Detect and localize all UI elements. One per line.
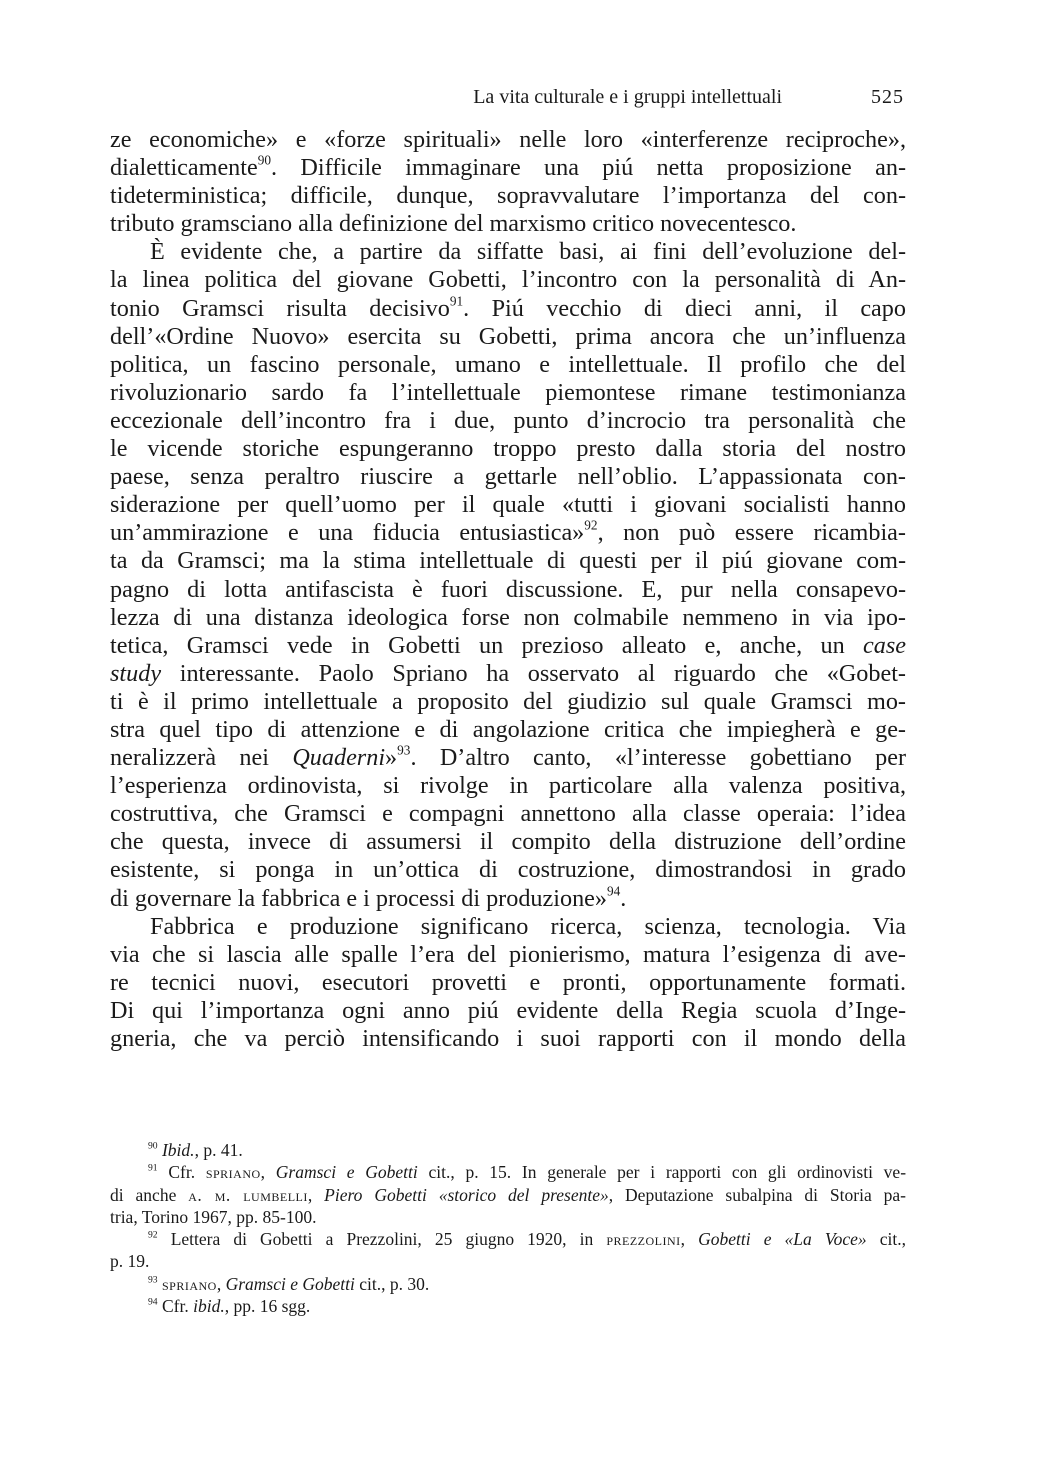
footnote-ref: 90 xyxy=(257,152,272,168)
footnote-ref: 94 xyxy=(607,882,621,898)
author-name: spriano xyxy=(205,1162,261,1183)
italic-text: Gobetti e «La Voce» xyxy=(698,1229,867,1250)
running-title: La vita culturale e i gruppi intellettuali xyxy=(473,86,782,108)
footnote-ref: 91 xyxy=(449,292,464,308)
text-line: via che si lascia alle spalle l’era del pionierismo, matura l’esigenza di ave- xyxy=(110,940,906,968)
footnote-number: 93 xyxy=(148,1274,158,1286)
page-number: 525 xyxy=(871,86,904,108)
footnote-line: $^{94}$ Cfr. ibid., pp. 16 sgg. xyxy=(148,1296,311,1317)
text-line: neralizzerà nei Quaderni»$^{93}$. D’altro canto, «l’interesse gobettiano per xyxy=(110,742,907,772)
text-line: siderazione per quell’uomo per il quale «tutti i giovani socialisti hanno xyxy=(110,491,906,519)
text-line: tributo gramsciano alla definizione del marxismo critico novecentesco. xyxy=(110,210,797,238)
text-line: Fabbrica e produzione significano ricerca, scienza, tecnologia. Via xyxy=(150,912,906,940)
footnote xyxy=(110,1139,906,1161)
footnote xyxy=(110,1161,906,1228)
text-line: le vicende storiche espungeranno troppo presto dalla storia del nostro xyxy=(110,435,906,463)
text-line: dialetticamente$^{90}$. Difficile immaginare una piú netta proposizione an- xyxy=(110,152,906,182)
footnotes xyxy=(110,1139,906,1317)
text-line: ti è il primo intellettuale a proposito del giudizio sul quale Gramsci mo- xyxy=(110,687,906,715)
footnote-line: $^{92}$ Lettera di Gobetti a Prezzolini, 25 giugno 1920, in prezzolini, Gobetti e «La Voce» cit., xyxy=(148,1229,907,1250)
text-line: re tecnici nuovi, esecutori provetti e pronti, opportunamente formati. xyxy=(110,968,906,996)
italic-text: case xyxy=(863,631,906,659)
footnote xyxy=(110,1295,906,1317)
text-line: tetica, Gramsci vede in Gobetti un prezioso alleato e, anche, un case xyxy=(110,631,906,659)
text-line: study interessante. Paolo Spriano ha osservato al riguardo che «Gobet- xyxy=(110,659,906,687)
text-line: tonio Gramsci risulta decisivo$^{91}$. Piú vecchio di dieci anni, il capo xyxy=(110,292,906,322)
text-line: costruttiva, che Gramsci e compagni annettono alla classe operaia: l’idea xyxy=(110,800,906,828)
text-line: pagno di lotta antifascista è fuori discussione. E, pur nella consapevo- xyxy=(110,575,906,603)
text-line: lezza di una distanza ideologica forse non colmabile nemmeno in via ipo- xyxy=(110,603,906,631)
text-line: la linea politica del giovane Gobetti, l’incontro con la personalità di An- xyxy=(110,266,906,294)
footnote-line: $^{91}$ Cfr. spriano, Gramsci e Gobetti cit., p. 15. In generale per i rapporti con gli ordinovisti ve- xyxy=(148,1162,907,1183)
text-line: ze economiche» e «forze spirituali» nelle loro «interferenze reciproche», xyxy=(110,126,906,153)
italic-text: Piero Gobetti «storico del presente» xyxy=(324,1184,609,1205)
footnote-ref: 93 xyxy=(397,742,411,758)
paragraph xyxy=(110,913,906,1053)
text-line: dell’«Ordine Nuovo» esercita su Gobetti, prima ancora che un’influenza xyxy=(110,322,906,350)
paragraph xyxy=(110,126,906,238)
author-name: a. m. lumbelli xyxy=(188,1184,308,1205)
footnote-line: tria, Torino 1967, pp. 85-100. xyxy=(110,1206,317,1227)
footnote-ref: 92 xyxy=(584,517,598,533)
text-line: l’esperienza ordinovista, si rivolge in particolare alla valenza positiva, xyxy=(110,772,906,800)
text-line: stra quel tipo di attenzione e di angolazione critica che impiegherà e ge- xyxy=(110,715,906,743)
body-text xyxy=(110,126,906,1053)
footnote-number: 90 xyxy=(148,1140,158,1152)
italic-text: ibid. xyxy=(193,1296,225,1317)
paragraph xyxy=(110,238,906,912)
text-line: ta da Gramsci; ma la stima intellettuale di questi per il piú giovane com- xyxy=(110,547,906,575)
text-line: politica, un fascino personale, umano e intellettuale. Il profilo che del xyxy=(110,350,906,378)
footnote-number: 91 xyxy=(148,1162,158,1174)
text-line: Di qui l’importanza ogni anno piú evidente della Regia scuola d’Inge- xyxy=(110,996,906,1024)
footnote-line: $^{90}$ Ibid., p. 41. xyxy=(148,1140,243,1160)
text-line: gneria, che va perciò intensificando i suoi rapporti con il mondo della xyxy=(110,1025,906,1052)
footnote xyxy=(110,1228,906,1273)
italic-text: Ibid. xyxy=(161,1140,195,1160)
text-line: eccezionale dell’incontro fra i due, punto d’incrocio tra personalità che xyxy=(110,406,906,434)
author-name: spriano xyxy=(161,1273,217,1294)
italic-text: Gramsci e Gobetti xyxy=(225,1273,355,1294)
text-line: È evidente che, a partire da siffatte basi, ai fini dell’evoluzione del- xyxy=(150,238,906,266)
footnote-line: p. 19. xyxy=(110,1251,150,1272)
text-line: che questa, invece di assumersi il compito della distruzione dell’ordine xyxy=(110,828,906,856)
footnote xyxy=(110,1273,906,1295)
footnote-line: di anche a. m. lumbelli, Piero Gobetti «storico del presente», Deputazione subalpina di Storia pa- xyxy=(110,1184,906,1205)
running-head xyxy=(110,86,904,114)
footnote-line: $^{93}$ spriano, Gramsci e Gobetti cit., p. 30. xyxy=(148,1273,430,1294)
italic-text: Quaderni xyxy=(292,744,386,772)
italic-text: study xyxy=(110,659,162,687)
text-line: un’ammirazione e una fiducia entusiastica»$^{92}$, non può essere ricambia- xyxy=(110,517,906,547)
italic-text: Gramsci e Gobetti xyxy=(275,1162,418,1183)
footnote-number: 94 xyxy=(148,1296,158,1308)
footnote-number: 92 xyxy=(148,1229,158,1241)
text-line: esistente, si ponga in un’ottica di costruzione, dimostrandosi in grado xyxy=(110,856,906,884)
text-line: tideterministica; difficile, dunque, sopravvalutare l’importanza del con- xyxy=(110,182,906,210)
text-line: rivoluzionario sardo fa l’intellettuale piemontese rimane testimonianza xyxy=(110,378,906,406)
text-line: paese, senza peraltro riuscire a gettarle nell’oblio. L’appassionata con- xyxy=(110,463,906,491)
text-line: di governare la fabbrica e i processi di produzione»$^{94}$. xyxy=(110,882,627,912)
author-name: prezzolini xyxy=(606,1229,681,1250)
